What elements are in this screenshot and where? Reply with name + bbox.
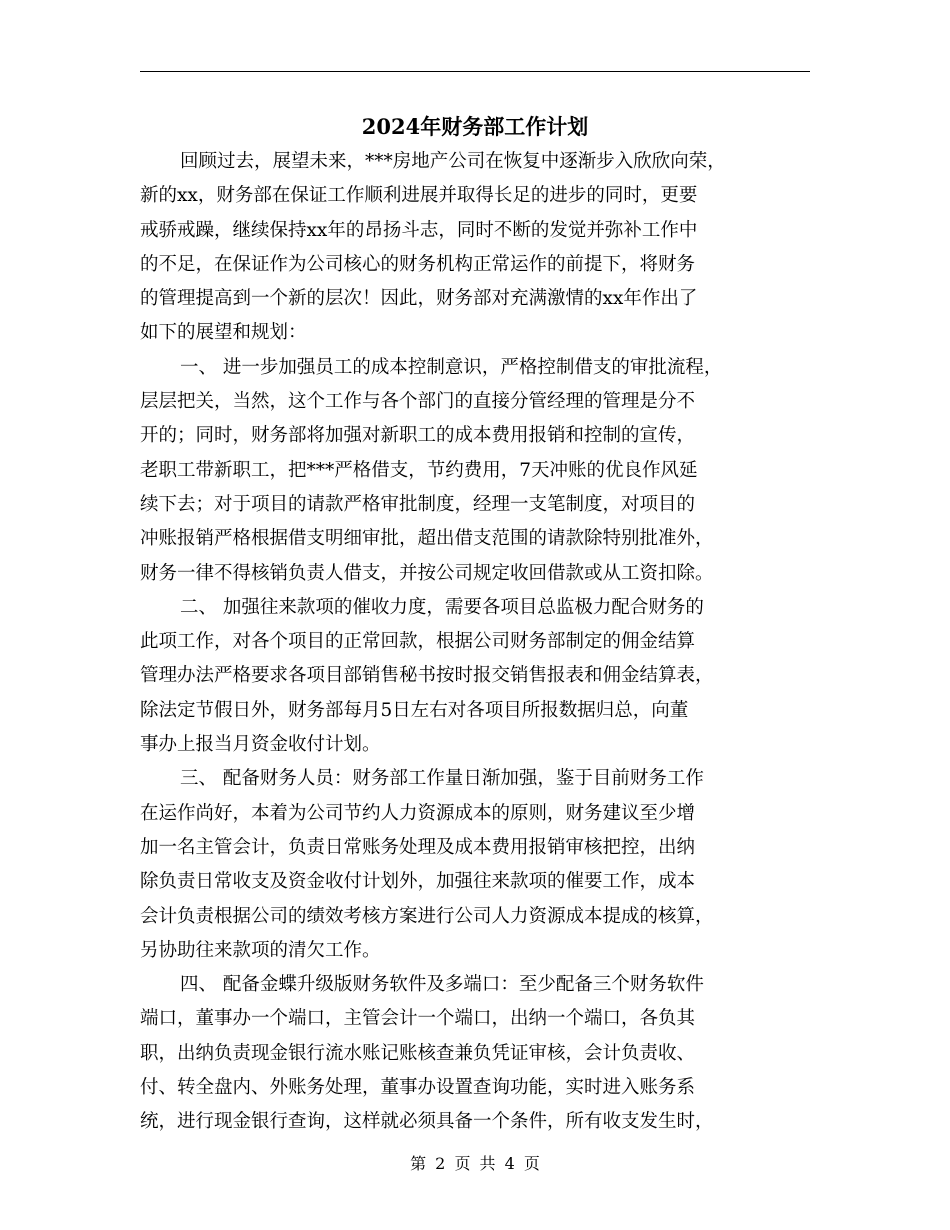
text-line: 管理办法严格要求各项目部销售秘书按时报交销售报表和佣金结算表， (140, 665, 714, 687)
text-line: 老职工带新职工，把***严格借支，节约费用，7天冲账的优良作风延 (140, 459, 698, 481)
text-line: 新的xx，财务部在保证工作顺利进展并取得长足的进步的同时，更要 (140, 185, 698, 207)
text-line: 四、 配备金蝶升级版财务软件及多端口：至少配备三个财务软件 (180, 974, 704, 996)
text-line: 如下的展望和规划： (140, 322, 307, 344)
text-line: 另协助往来款项的清欠工作。 (140, 939, 381, 961)
text-line: 端口，董事办一个端口，主管会计一个端口，出纳一个端口，各负其 (140, 1008, 696, 1030)
text-line: 的不足，在保证作为公司核心的财务机构正常运作的前提下，将财务 (140, 253, 696, 275)
text-line: 在运作尚好，本着为公司节约人力资源成本的原则，财务建议至少增 (140, 802, 696, 824)
text-line: 除法定节假日外，财务部每月5日左右对各项目所报数据归总，向董 (140, 699, 689, 721)
document-title: 2024年财务部工作计划 (361, 114, 589, 139)
paragraph-item-4 (140, 968, 820, 1139)
text-line: 二、 加强往来款项的催收力度，需要各项目总监极力配合财务的 (180, 596, 704, 618)
paragraph-item-3 (140, 762, 820, 968)
page-number: 第 2 页 共 4 页 (410, 1154, 540, 1173)
text-line: 事办上报当月资金收付计划。 (140, 734, 381, 756)
document-body (140, 145, 820, 1140)
text-line: 冲账报销严格根据借支明细审批，超出借支范围的请款除特别批准外， (140, 528, 714, 550)
text-line: 统，进行现金银行查询，这样就必须具备一个条件，所有收支发生时， (140, 1111, 714, 1133)
text-line: 加一名主管会计，负责日常账务处理及成本费用报销审核把控，出纳 (140, 836, 696, 858)
text-line: 三、 配备财务人员：财务部工作量日渐加强，鉴于目前财务工作 (180, 768, 704, 790)
text-line: 的管理提高到一个新的层次！因此，财务部对充满激情的xx年作出了 (140, 288, 698, 310)
text-line: 除负责日常收支及资金收付计划外，加强往来款项的催要工作，成本 (140, 871, 696, 893)
text-line: 此项工作，对各个项目的正常回款，根据公司财务部制定的佣金结算 (140, 631, 696, 653)
text-line: 一、 进一步加强员工的成本控制意识，严格控制借支的审批流程， (180, 356, 723, 378)
text-line: 会计负责根据公司的绩效考核方案进行公司人力资源成本提成的核算， (140, 905, 714, 927)
page-footer (140, 1152, 810, 1176)
paragraph-intro (140, 145, 820, 351)
text-line: 层层把关，当然，这个工作与各个部门的直接分管经理的管理是分不 (140, 391, 696, 413)
text-line: 开的；同时，财务部将加强对新职工的成本费用报销和控制的宣传， (140, 425, 696, 447)
text-line: 戒骄戒躁，继续保持xx年的昂扬斗志，同时不断的发觉并弥补工作中 (140, 219, 698, 241)
text-line: 付、转全盘内、外账务处理，董事办设置查询功能，实时进入账务系 (140, 1077, 696, 1099)
paragraph-item-2 (140, 591, 820, 762)
paragraph-item-1 (140, 351, 820, 591)
text-line: 财务一律不得核销负责人借支，并按公司规定收回借款或从工资扣除。 (140, 562, 714, 584)
text-line: 回顾过去，展望未来，***房地产公司在恢复中逐渐步入欣欣向荣， (180, 151, 726, 172)
header-rule (140, 71, 810, 72)
text-line: 职，出纳负责现金银行流水账记账核查兼负凭证审核，会计负责收、 (140, 1042, 696, 1064)
text-line: 续下去；对于项目的请款严格审批制度，经理一支笔制度，对项目的 (140, 493, 696, 515)
